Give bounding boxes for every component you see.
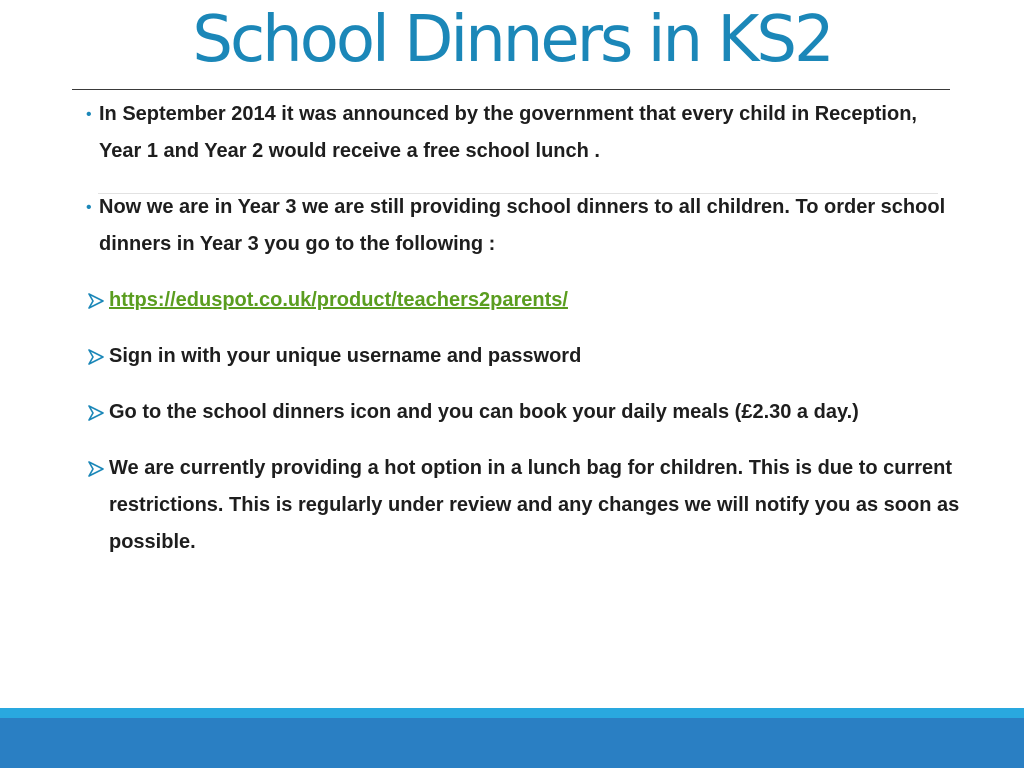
arrowhead-bullet-icon xyxy=(88,338,108,375)
bullet-text: We are currently providing a hot option in a lunch bag for children. This is due to current restrictions. This is regularly under review and any changes we will notify you as soon as possible. xyxy=(109,457,960,553)
arrowhead-bullet-icon xyxy=(88,282,108,319)
bullet-dot-icon: • xyxy=(86,106,92,123)
bullet-text: Go to the school dinners icon and you can book your daily meals (£2.30 a day.) xyxy=(109,401,859,423)
arrowhead-bullet-icon xyxy=(88,450,108,487)
bullet-text: Sign in with your unique username and password xyxy=(109,345,582,367)
bullet-item-sign-in xyxy=(86,338,966,375)
bullet-list xyxy=(86,96,966,580)
footer-band-light xyxy=(0,708,1024,718)
bullet-item-link xyxy=(86,282,966,319)
bullet-item-free-lunch xyxy=(86,96,919,170)
teachers2parents-link[interactable]: https://eduspot.co.uk/product/teachers2parents/ xyxy=(109,289,568,311)
bullet-text: Now we are in Year 3 we are still providing school dinners to all children. To order school dinners in Year 3 you go to the following : xyxy=(99,196,946,255)
footer-band xyxy=(0,718,1024,768)
slide-title: School Dinners in KS2 xyxy=(192,3,832,77)
bullet-dot-icon: • xyxy=(86,199,92,216)
arrowhead-bullet-icon xyxy=(88,394,108,431)
bullet-item-year3 xyxy=(86,189,974,263)
title-divider xyxy=(72,89,950,90)
bullet-item-hot-option xyxy=(86,450,977,561)
bullet-item-book-meals xyxy=(86,394,966,431)
bullet-text: In September 2014 it was announced by the government that every child in Reception, Year 1 and Year 2 would receive a free school lunch . xyxy=(99,103,917,162)
